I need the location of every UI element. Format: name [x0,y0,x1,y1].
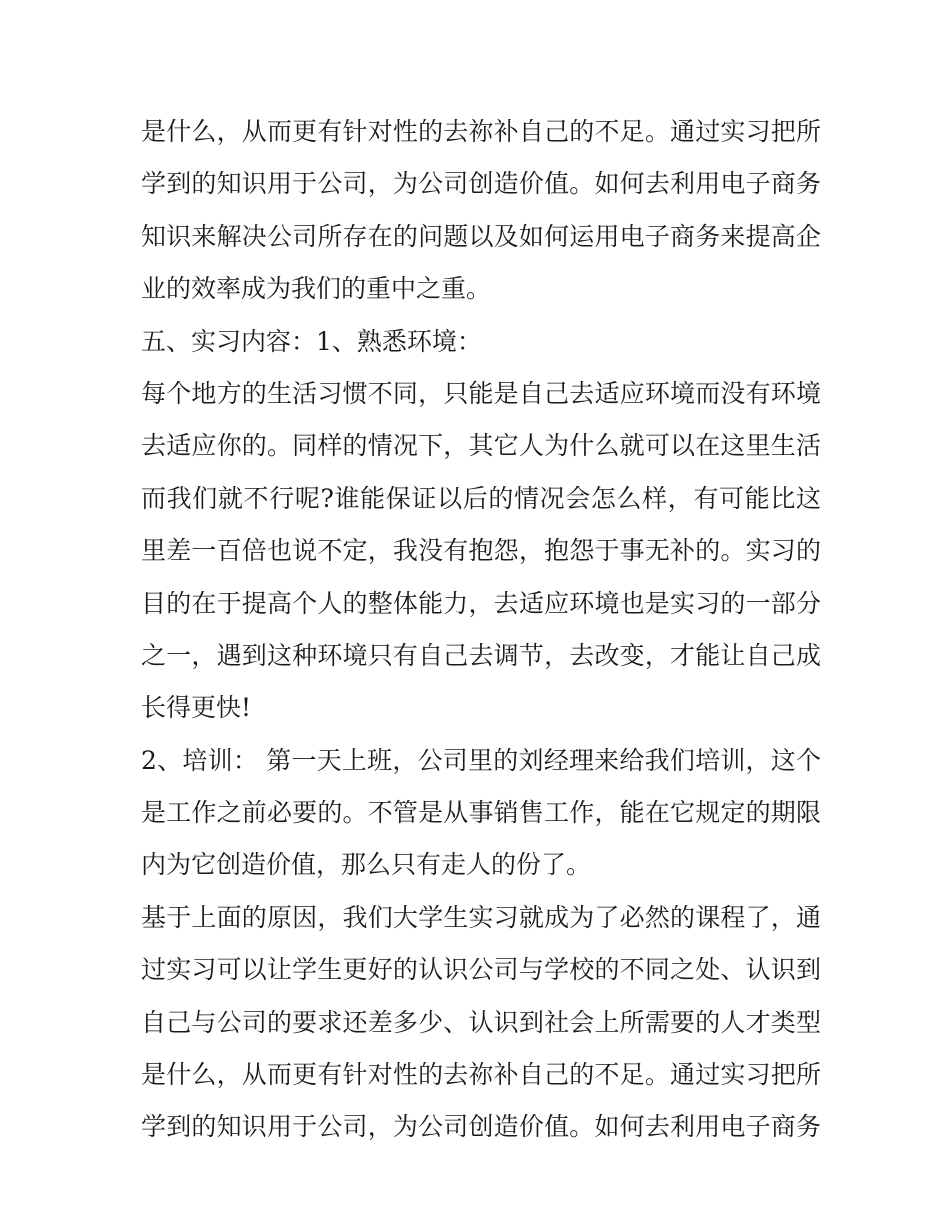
text-line: 业的效率成为我们的重中之重。 [141,274,492,304]
text-line: 长得更快! [141,693,252,723]
text-line: 知识来解决公司所存在的问题以及如何运用电子商务来提高企 [141,221,821,251]
text-line: 里差一百倍也说不定，我没有抱怨，抱怨于事无补的。实习的 [141,536,821,566]
text-line: 内为它创造价值，那么只有走人的份了。 [141,850,592,880]
text-line: 去适应你的。同样的情况下，其它人为什么就可以在这里生活 [141,431,821,461]
text-line: 之一，遇到这种环境只有自己去调节，去改变，才能让自己成 [141,640,821,670]
text-line: 基于上面的原因，我们大学生实习就成为了必然的课程了，通 [141,902,821,932]
text-line: 是什么，从而更有针对性的去祢补自己的不足。通过实习把所 [141,1060,821,1090]
document-body [141,106,821,1154]
text-line: 而我们就不行呢?谁能保证以后的情况会怎么样，有可能比这 [141,483,821,513]
text-line: 自己与公司的要求还差多少、认识到社会上所需要的人才类型 [141,1007,821,1037]
text-line: 是什么，从而更有针对性的去祢补自己的不足。通过实习把所 [141,117,821,146]
text-line: 是工作之前必要的。不管是从事销售工作，能在它规定的期限 [141,798,821,828]
text-line: 目的在于提高个人的整体能力，去适应环境也是实习的一部分 [141,588,821,618]
text-line: 过实习可以让学生更好的认识公司与学校的不同之处、认识到 [141,955,821,985]
section-heading: 五、实习内容：1、熟悉环境： [141,326,482,356]
text-line: 学到的知识用于公司，为公司创造价值。如何去利用电子商务 [141,1112,821,1142]
section-heading: 2、培训： 第一天上班，公司里的刘经理来给我们培训，这个 [141,745,821,775]
text-line: 每个地方的生活习惯不同，只能是自己去适应环境而没有环境 [141,378,821,408]
text-line: 学到的知识用于公司，为公司创造价值。如何去利用电子商务 [141,169,821,199]
